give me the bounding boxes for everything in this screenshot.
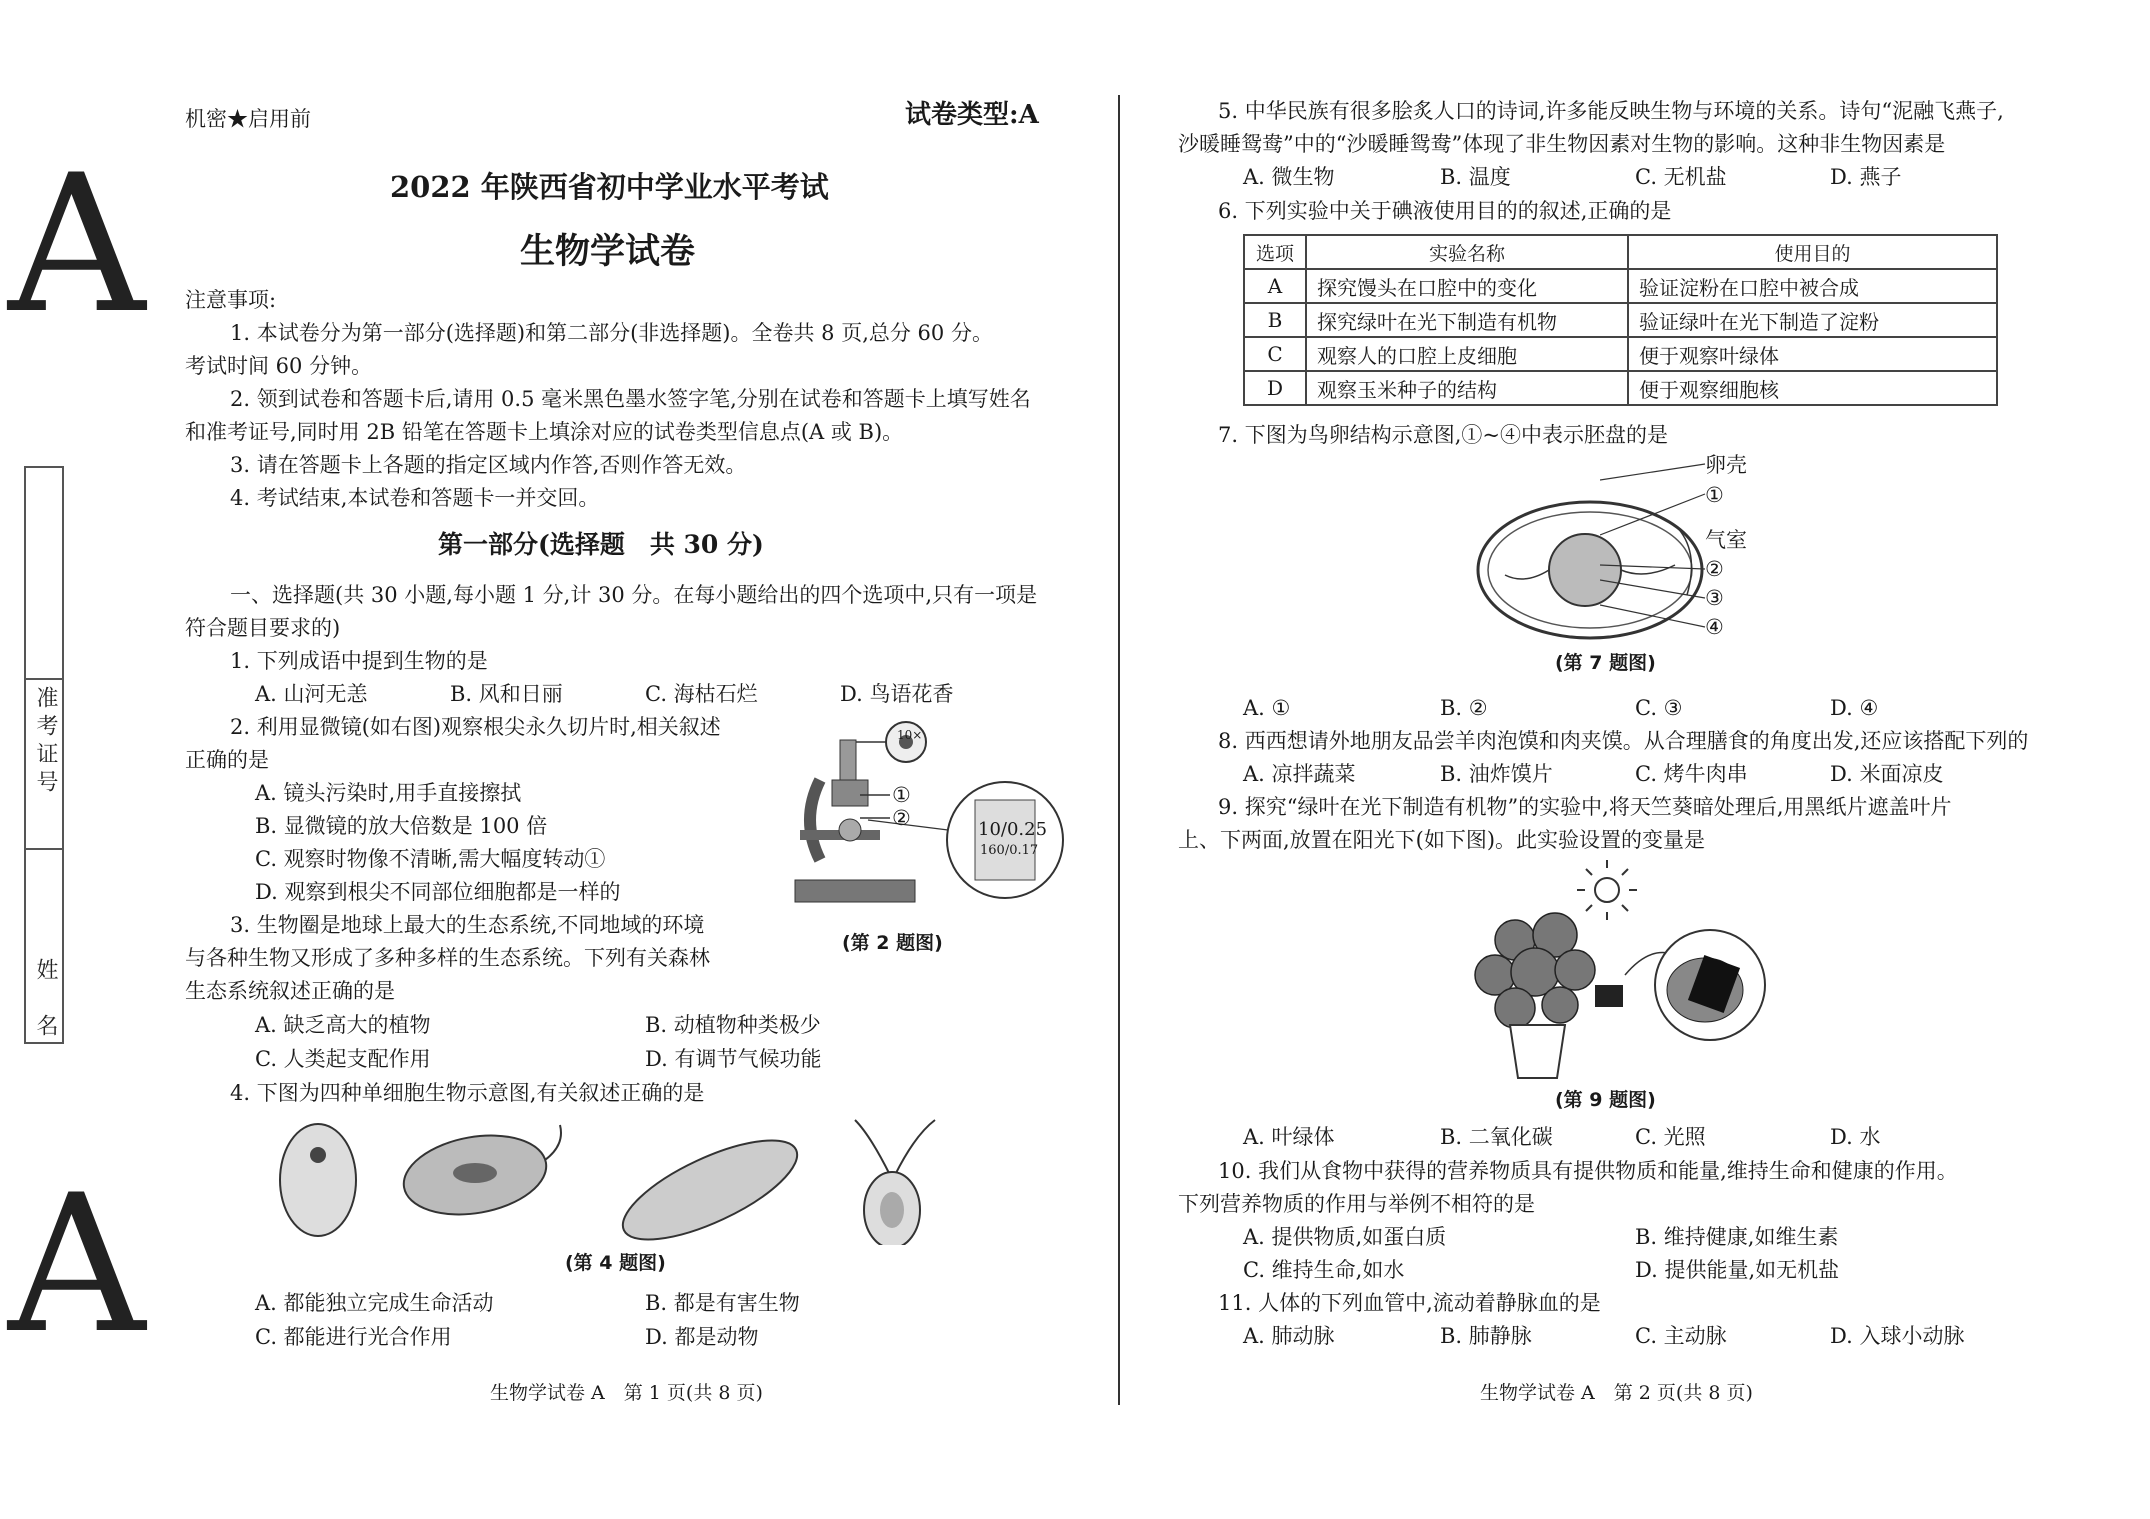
table-row [1244,337,1997,371]
q1-option-a: A. 山河无恙 [255,682,368,706]
q8-option-c: C. 烤牛肉串 [1635,762,1748,786]
page-divider [1118,95,1120,1405]
notice-line: 4. 考试结束,本试卷和答题卡一并交回。 [230,486,600,510]
q2-option-c: C. 观察时物像不清晰,需大幅度转动① [255,847,606,871]
q2-option-d: D. 观察到根尖不同部位细胞都是一样的 [255,880,621,904]
table-cell: 便于观察叶绿体 [1628,337,1997,371]
q8-option-b: B. 油炸馍片 [1440,762,1553,786]
egg-label-4: ④ [1705,615,1724,639]
egg-label-air-cell: 气室 [1705,528,1747,552]
table-cell: D [1244,371,1306,405]
exam-number-label: 准考证号 [33,686,58,798]
objective-na: 160/0.17 [980,843,1039,858]
q10-stem: 10. 我们从食物中获得的营养物质具有提供物质和能量,维持生命和健康的作用。 [1218,1159,1958,1183]
objective-magnification: 10/0.25 [978,819,1048,840]
notice-title: 注意事项: [185,288,277,312]
confidential-label: 机密★启用前 [185,107,311,131]
q8-option-a: A. 凉拌蔬菜 [1243,762,1356,786]
q6-table [1243,234,1998,406]
exam-title: 2022 年陕西省初中学业水平考试 [390,170,829,204]
q11-option-c: C. 主动脉 [1635,1324,1727,1348]
q11-option-d: D. 入球小动脉 [1830,1324,1965,1348]
q10-option-b: B. 维持健康,如维生素 [1635,1225,1839,1249]
table-cell: 探究馒头在口腔中的变化 [1306,269,1628,303]
paper-type: 试卷类型:A [905,100,1039,130]
geranium-experiment-figure [1455,860,1775,1085]
q2-stem: 2. 利用显微镜(如右图)观察根尖永久切片时,相关叙述 [230,715,721,739]
microscope-eyepiece-label: 10× [897,728,923,742]
q3-option-a: A. 缺乏高大的植物 [255,1013,431,1037]
q11-option-b: B. 肺静脉 [1440,1324,1532,1348]
microscope-figure [780,710,1070,920]
q4-option-a: A. 都能独立完成生命活动 [255,1291,494,1315]
q10-option-a: A. 提供物质,如蛋白质 [1243,1225,1447,1249]
q10-option-d: D. 提供能量,如无机盐 [1635,1258,1840,1282]
q7-stem: 7. 下图为鸟卵结构示意图,①~④中表示胚盘的是 [1218,423,1668,447]
q9-option-b: B. 二氧化碳 [1440,1125,1553,1149]
type-letter-top: A [8,134,146,355]
q5-stem: 沙暖睡鸳鸯”中的“沙暖睡鸳鸯”体现了非生物因素对生物的影响。这种非生物因素是 [1178,132,1946,156]
q10-option-c: C. 维持生命,如水 [1243,1258,1405,1282]
type-letter-bottom: A [8,1154,146,1375]
table-cell: C [1244,337,1306,371]
q1-option-c: C. 海枯石烂 [645,682,758,706]
q9-option-c: C. 光照 [1635,1125,1706,1149]
q3-stem: 生态系统叙述正确的是 [185,979,395,1003]
q5-option-d: D. 燕子 [1830,165,1902,189]
q5-stem: 5. 中华民族有很多脍炙人口的诗词,许多能反映生物与环境的关系。诗句“泥融飞燕子, [1218,99,2004,123]
q8-stem: 8. 西西想请外地朋友品尝羊肉泡馍和肉夹馍。从合理膳食的角度出发,还应该搭配下列的 [1218,729,2029,753]
q11-option-a: A. 肺动脉 [1243,1324,1335,1348]
q3-stem: 与各种生物又形成了多种多样的生态系统。下列有关森林 [185,946,710,970]
q3-stem: 3. 生物圈是地球上最大的生态系统,不同地域的环境 [230,913,705,937]
table-cell: 探究绿叶在光下制造有机物 [1306,303,1628,337]
q2-option-a: A. 镜头污染时,用手直接擦拭 [255,781,522,805]
right-footer: 生物学试卷 A 第 2 页(共 8 页) [1480,1382,1753,1404]
q5-option-c: C. 无机盐 [1635,165,1727,189]
q4-option-d: D. 都是动物 [645,1325,759,1349]
q2-caption: (第 2 题图) [842,932,943,954]
q9-stem: 上、下两面,放置在阳光下(如下图)。此实验设置的变量是 [1178,828,1706,852]
q3-option-c: C. 人类起支配作用 [255,1047,431,1071]
table-header: 实验名称 [1306,235,1628,269]
q5-option-a: A. 微生物 [1243,165,1335,189]
part-title: 第一部分(选择题 共 30 分) [438,530,764,559]
egg-label-2: ② [1705,557,1724,581]
table-header: 使用目的 [1628,235,1997,269]
table-header-row [1244,235,1997,269]
q8-option-d: D. 米面凉皮 [1830,762,1944,786]
notice-line: 2. 领到试卷和答题卡后,请用 0.5 毫米黑色墨水签字笔,分别在试卷和答题卡上填写姓名 [230,387,1031,411]
egg-label-1: ① [1705,483,1724,507]
table-cell: A [1244,269,1306,303]
table-row [1244,303,1997,337]
table-row [1244,269,1997,303]
q1-option-b: B. 风和日丽 [450,682,563,706]
left-footer: 生物学试卷 A 第 1 页(共 8 页) [490,1382,763,1404]
q7-option-b: B. ② [1440,696,1488,720]
bird-egg-leaders [1600,455,1710,640]
paper-subtitle: 生物学试卷 [520,231,696,272]
table-header: 选项 [1244,235,1306,269]
table-cell: B [1244,303,1306,337]
student-info-box [24,466,64,1044]
microscope-label-1: ① [892,783,911,807]
table-cell: 验证绿叶在光下制造了淀粉 [1628,303,1997,337]
q4-caption: (第 4 题图) [565,1252,666,1274]
single-cell-organisms-figure [270,1115,950,1245]
q11-stem: 11. 人体的下列血管中,流动着静脉血的是 [1218,1291,1601,1315]
q9-stem: 9. 探究“绿叶在光下制造有机物”的实验中,将天竺葵暗处理后,用黑纸片遮盖叶片 [1218,795,1952,819]
q7-option-d: D. ④ [1830,696,1879,720]
notice-line: 考试时间 60 分钟。 [185,354,373,378]
q9-caption: (第 9 题图) [1555,1089,1656,1111]
q1-stem: 1. 下列成语中提到生物的是 [230,649,488,673]
microscope-label-2: ② [892,806,911,830]
q2-stem: 正确的是 [185,748,269,772]
table-cell: 观察人的口腔上皮细胞 [1306,337,1628,371]
q9-option-d: D. 水 [1830,1125,1881,1149]
section-intro: 符合题目要求的) [185,616,341,640]
q4-stem: 4. 下图为四种单细胞生物示意图,有关叙述正确的是 [230,1081,705,1105]
notice-line: 1. 本试卷分为第一部分(选择题)和第二部分(非选择题)。全卷共 8 页,总分 60 分。 [230,321,993,345]
egg-label-shell: 卵壳 [1705,453,1747,477]
notice-line: 3. 请在答题卡上各题的指定区域内作答,否则作答无效。 [230,453,747,477]
egg-label-3: ③ [1705,586,1724,610]
q3-option-b: B. 动植物种类极少 [645,1013,821,1037]
table-cell: 便于观察细胞核 [1628,371,1997,405]
q4-option-b: B. 都是有害生物 [645,1291,800,1315]
name-label: 姓 名 [33,958,58,1042]
q7-option-c: C. ③ [1635,696,1683,720]
q9-option-a: A. 叶绿体 [1243,1125,1335,1149]
q1-option-d: D. 鸟语花香 [840,682,954,706]
q4-option-c: C. 都能进行光合作用 [255,1325,452,1349]
section-intro: 一、选择题(共 30 小题,每小题 1 分,计 30 分。在每小题给出的四个选项中,只有一项是 [230,583,1038,607]
notice-line: 和准考证号,同时用 2B 铅笔在答题卡上填涂对应的试卷类型信息点(A 或 B)。 [185,420,904,444]
table-cell: 验证淀粉在口腔中被合成 [1628,269,1997,303]
q5-option-b: B. 温度 [1440,165,1511,189]
q3-option-d: D. 有调节气候功能 [645,1047,822,1071]
table-cell: 观察玉米种子的结构 [1306,371,1628,405]
q6-stem: 6. 下列实验中关于碘液使用目的的叙述,正确的是 [1218,199,1672,223]
q7-option-a: A. ① [1243,696,1291,720]
q2-option-b: B. 显微镜的放大倍数是 100 倍 [255,814,548,838]
q7-caption: (第 7 题图) [1555,652,1656,674]
q10-stem: 下列营养物质的作用与举例不相符的是 [1178,1192,1535,1216]
table-row [1244,371,1997,405]
